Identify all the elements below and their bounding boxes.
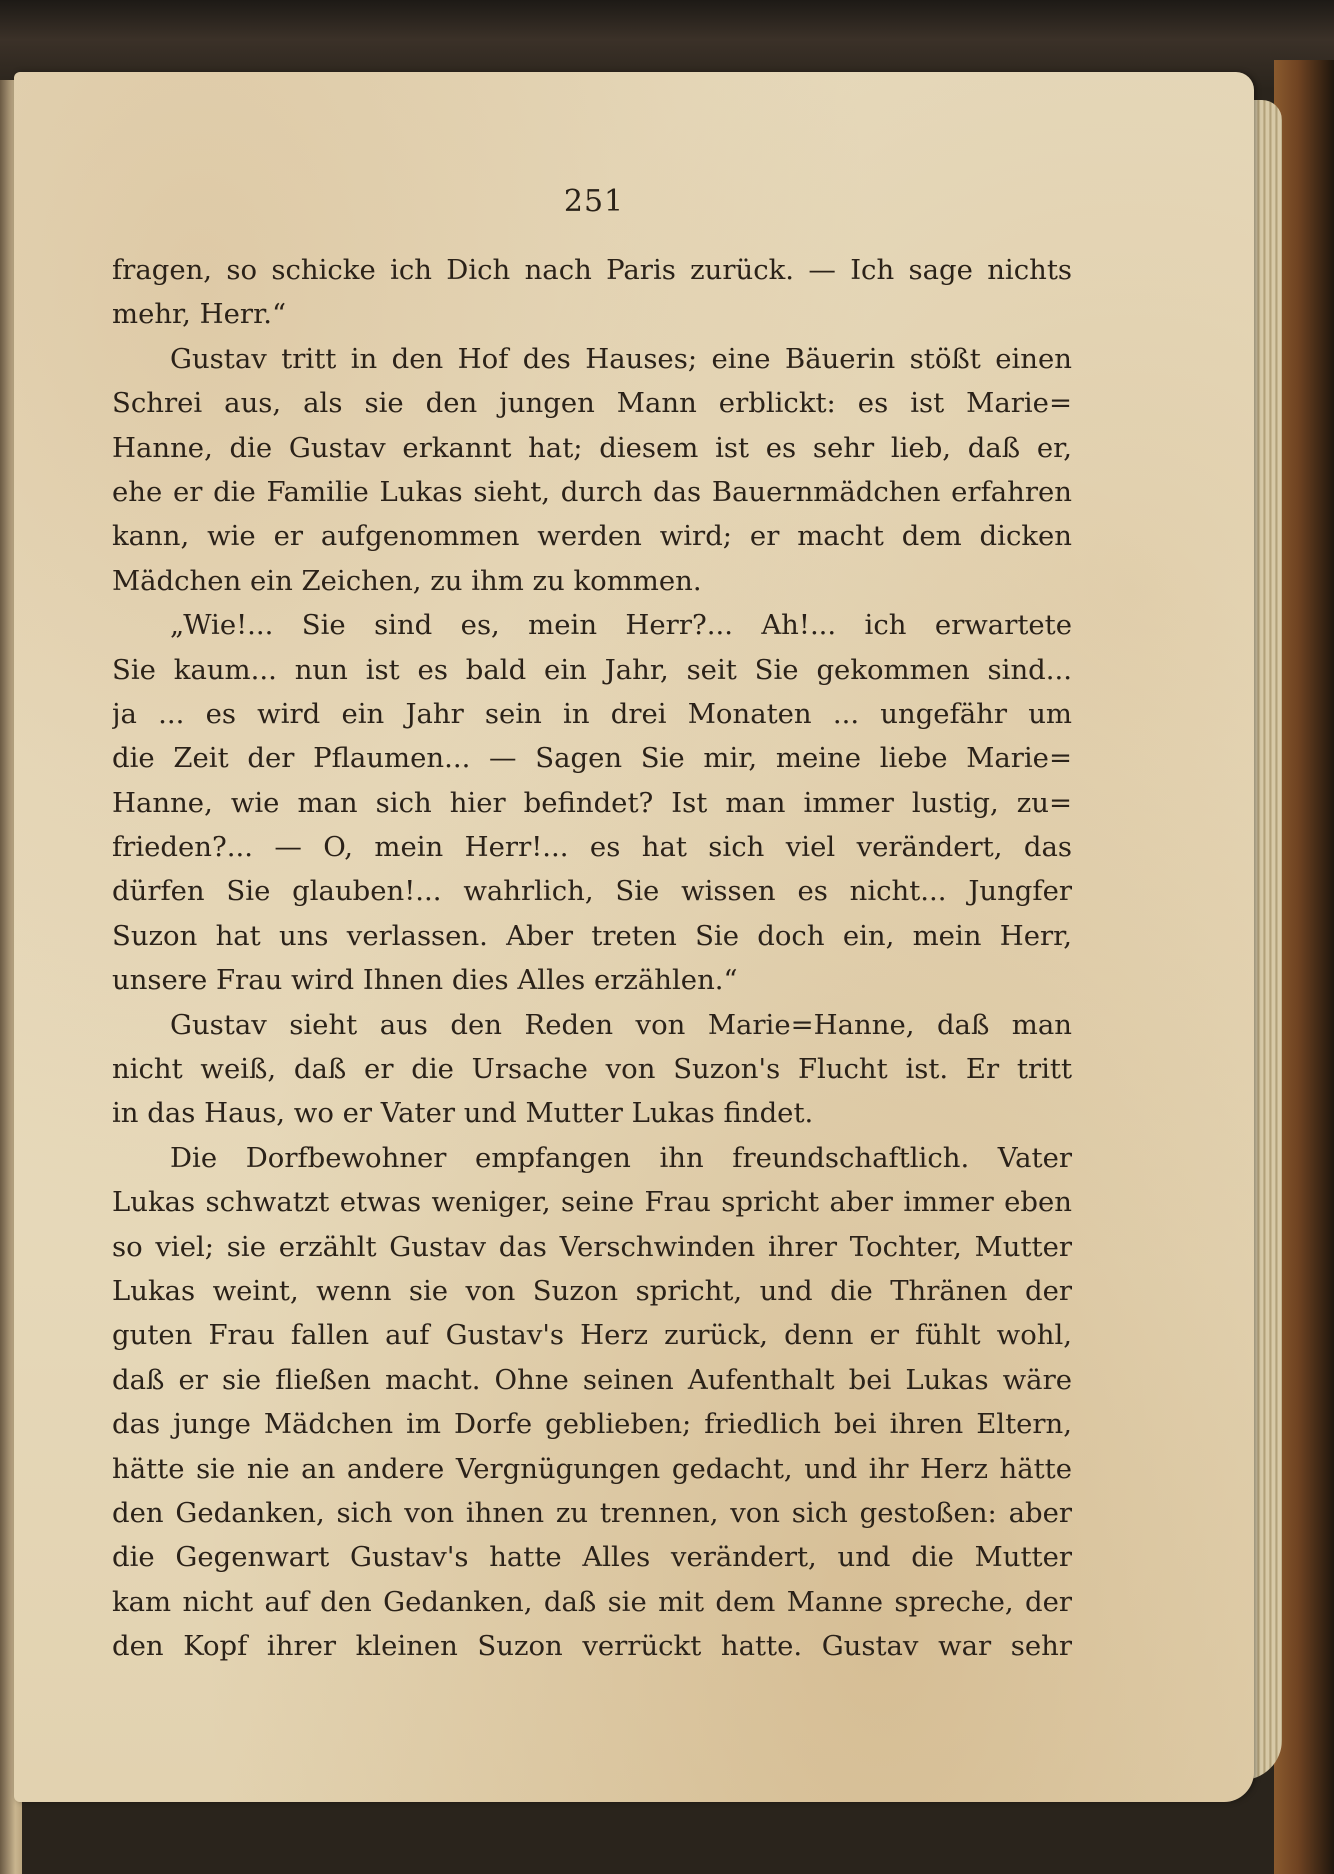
text-line: Suzon hat uns verlassen. Aber treten Sie doch ein, mein Herr,	[112, 919, 1072, 952]
text-line: Die Dorfbewohner empfangen ihn freundschaftlich. Vater	[170, 1141, 1072, 1174]
text-line: Hanne, wie man sich hier befindet? Ist man immer lustig, zu=	[112, 786, 1072, 819]
text-line: hätte sie nie an andere Vergnügungen gedacht, und ihr Herz hätte	[112, 1452, 1072, 1485]
text-line: kam nicht auf den Gedanken, daß sie mit dem Manne spreche, der	[112, 1585, 1072, 1618]
text-line: in das Haus, wo er Vater und Mutter Lukas findet.	[112, 1097, 814, 1130]
body-text	[112, 248, 1072, 1669]
page-sheet	[14, 72, 1254, 1802]
text-line: Mädchen ein Zeichen, zu ihm zu kommen.	[112, 564, 702, 597]
text-line: guten Frau fallen auf Gustav's Herz zurück, denn er fühlt wohl,	[112, 1319, 1072, 1352]
text-line: Gustav sieht aus den Reden von Marie=Hanne, daß man	[170, 1008, 1072, 1041]
text-line: fragen, so schicke ich Dich nach Paris zurück. — Ich sage nichts	[112, 254, 1072, 286]
text-line: nicht weiß, daß er die Ursache von Suzon's Flucht ist. Er tritt	[112, 1053, 1072, 1086]
text-line: so viel; sie erzählt Gustav das Verschwinden ihrer Tochter, Mutter	[112, 1230, 1072, 1263]
page-number: 251	[563, 184, 625, 219]
text-line: daß er sie fließen macht. Ohne seinen Aufenthalt bei Lukas wäre	[112, 1363, 1072, 1396]
text-line: den Kopf ihrer kleinen Suzon verrückt hatte. Gustav war sehr	[112, 1630, 1072, 1663]
text-line: mehr, Herr.“	[112, 298, 286, 331]
text-line: die Zeit der Pflaumen... — Sagen Sie mir, meine liebe Marie=	[112, 742, 1072, 775]
text-line: Gustav tritt in den Hof des Hauses; eine Bäuerin stößt einen	[170, 342, 1072, 375]
text-line: unsere Frau wird Ihnen dies Alles erzählen.“	[112, 964, 738, 997]
text-line: Schrei aus, als sie den jungen Mann erblickt: es ist Marie=	[112, 387, 1072, 420]
book-cover-edge	[1274, 60, 1334, 1874]
text-line: Sie kaum... nun ist es bald ein Jahr, seit Sie gekommen sind...	[112, 653, 1072, 686]
text-line: das junge Mädchen im Dorfe geblieben; friedlich bei ihren Eltern,	[112, 1408, 1072, 1441]
text-line: kann, wie er aufgenommen werden wird; er macht dem dicken	[112, 520, 1072, 553]
text-line: frieden?... — O, mein Herr!... es hat sich viel verändert, das	[112, 831, 1072, 864]
text-line: Lukas schwatzt etwas weniger, seine Frau spricht aber immer eben	[112, 1186, 1072, 1219]
text-line: „Wie!... Sie sind es, mein Herr?... Ah!... ich erwartete	[170, 609, 1072, 642]
text-line: Hanne, die Gustav erkannt hat; diesem ist es sehr lieb, daß er,	[112, 431, 1072, 464]
text-line: ehe er die Familie Lukas sieht, durch das Bauernmädchen erfahren	[112, 475, 1072, 508]
text-line: ja ... es wird ein Jahr sein in drei Monaten ... ungefähr um	[112, 697, 1072, 730]
text-line: dürfen Sie glauben!... wahrlich, Sie wissen es nicht... Jungfer	[112, 875, 1072, 908]
text-line: Lukas weint, wenn sie von Suzon spricht, und die Thränen der	[112, 1274, 1072, 1307]
text-line: den Gedanken, sich von ihnen zu trennen, von sich gestoßen: aber	[112, 1496, 1072, 1529]
text-line: die Gegenwart Gustav's hatte Alles verändert, und die Mutter	[112, 1541, 1072, 1574]
